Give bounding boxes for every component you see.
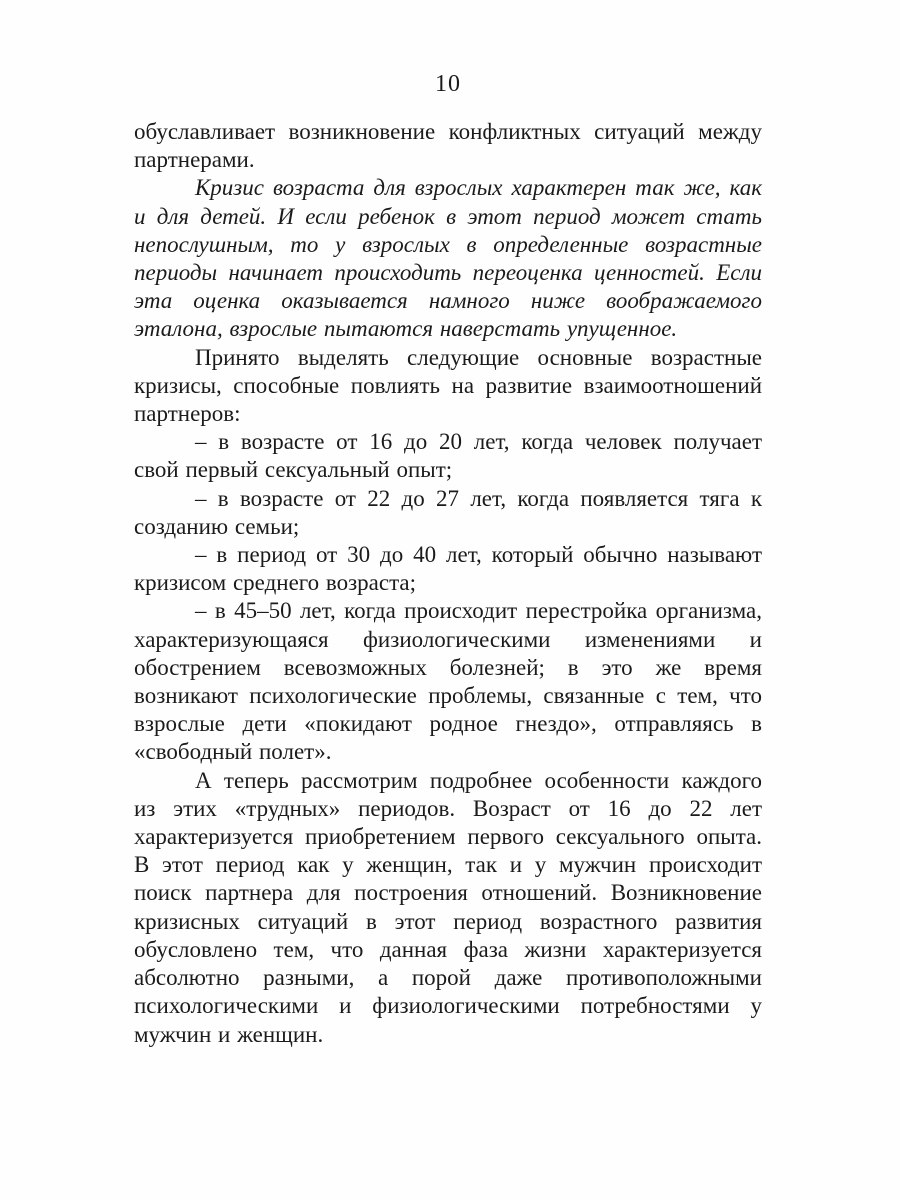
list-item-age-16-20: – в возрасте от 16 до 20 лет, когда человек получает свой первый сексуальный опыт; — [134, 429, 762, 483]
paragraph-crises-list-intro: Принято выделять следующие основные возрастные кризисы, способные повлиять на развитие взаимоотношений партнеров: — [134, 344, 762, 427]
paragraph-continuation: обуславливает возникновение конфликтных ситуаций между партнерами. — [134, 119, 762, 173]
list-item-age-45-50: – в 45–50 лет, когда происходит перестройка организма, характеризующаяся физиологическими изменениями и обострением всевозможных болезней; в это же время возникают психологические проблемы, связанные с тем, что взрослые дети «покидают родное гнездо», отправляясь в «свободный полет». — [134, 598, 762, 765]
paragraph-age-crisis-italic: Кризис возраста для взрослых характерен так же, как и для детей. И если ребенок в этот период может стать непослушным, то у взрослых в определенные возрастные периоды начинает происходить переоценка ценностей. Если эта оценка оказывается намного ниже воображаемого эталона, взрослые пытаются наверстать упущенное. — [134, 175, 762, 342]
list-item-age-30-40: – в период от 30 до 40 лет, который обычно называют кризисом среднего возраста; — [134, 542, 762, 596]
page-number: 10 — [435, 71, 461, 97]
list-item-age-22-27: – в возрасте от 22 до 27 лет, когда появляется тяга к созданию семьи; — [134, 485, 762, 539]
paragraph-detailed-review: А теперь рассмотрим подробнее особенности каждого из этих «трудных» периодов. Возраст от 16 до 22 лет характеризуется приобретением первого сексуального опыта. В этот период как у женщин, так и у мужчин происходит поиск партнера для построения отношений. Возникновение кризисных ситуаций в этот период возрастного развития обусловлено тем, что данная фаза жизни характеризуется абсолютно разными, а порой даже противоположными психологическими и физиологическими потребностями у мужчин и женщин. — [134, 767, 762, 1047]
page-body — [134, 118, 762, 1049]
